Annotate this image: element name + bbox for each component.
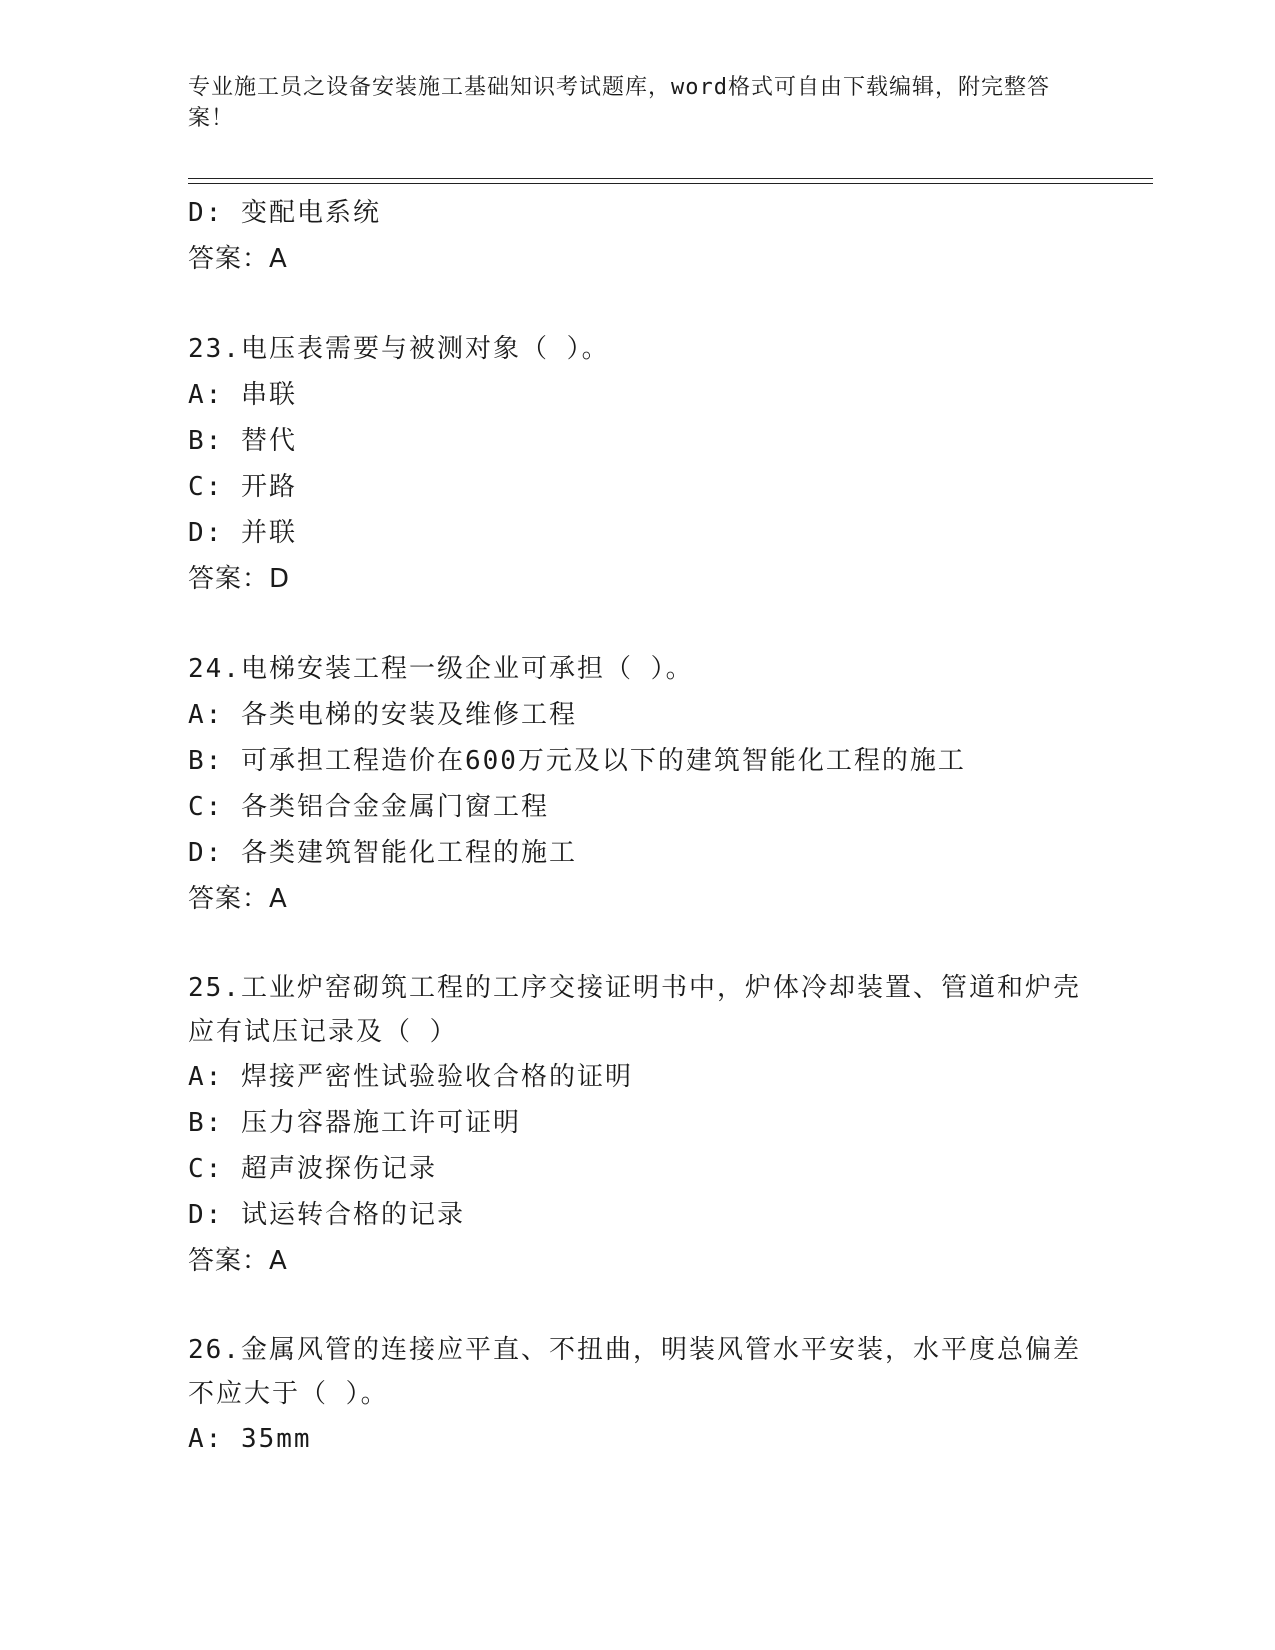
header-divider-top: [188, 178, 1153, 179]
option-c: C: 各类铝合金金属门窗工程: [188, 792, 549, 822]
option-c: C: 开路: [188, 472, 297, 502]
prev-answer: 答案：A: [188, 244, 288, 274]
option-d: D: 并联: [188, 518, 297, 548]
question-25: [188, 966, 1088, 1284]
question-stem: 25.工业炉窑砌筑工程的工序交接证明书中，炉体冷却装置、管道和炉壳应有试压记录及（ ）: [188, 973, 1081, 1047]
question-26: [188, 1328, 1088, 1462]
question-stem: 24.电梯安装工程一级企业可承担（ ）。: [188, 654, 694, 684]
option-a: A: 各类电梯的安装及维修工程: [188, 700, 577, 730]
question-stem: 26.金属风管的连接应平直、不扭曲，明装风管水平安装，水平度总偏差不应大于（ ）。: [188, 1335, 1081, 1409]
prev-option-d: D: 变配电系统: [188, 198, 381, 228]
option-b: B: 压力容器施工许可证明: [188, 1108, 521, 1138]
spacer: [188, 922, 1088, 966]
option-c: C: 超声波探伤记录: [188, 1154, 437, 1184]
answer: 答案：D: [188, 564, 291, 594]
question-stem: 23.电压表需要与被测对象（ ）。: [188, 334, 610, 364]
option-a: A: 焊接严密性试验验收合格的证明: [188, 1062, 633, 1092]
header-divider-bottom: [188, 183, 1153, 184]
answer: 答案：A: [188, 1246, 288, 1276]
spacer: [188, 282, 1088, 326]
question-24: [188, 646, 1088, 922]
option-a: A: 35mm: [188, 1424, 312, 1454]
document-body: [188, 190, 1088, 1462]
question-23: [188, 326, 1088, 602]
option-d: D: 试运转合格的记录: [188, 1200, 465, 1230]
option-b: B: 可承担工程造价在600万元及以下的建筑智能化工程的施工: [188, 746, 966, 776]
option-a: A: 串联: [188, 380, 297, 410]
spacer: [188, 602, 1088, 646]
option-d: D: 各类建筑智能化工程的施工: [188, 838, 577, 868]
document-header: 专业施工员之设备安装施工基础知识考试题库，word格式可自由下载编辑，附完整答案！: [188, 75, 1050, 131]
option-b: B: 替代: [188, 426, 297, 456]
spacer: [188, 1284, 1088, 1328]
answer: 答案：A: [188, 884, 288, 914]
